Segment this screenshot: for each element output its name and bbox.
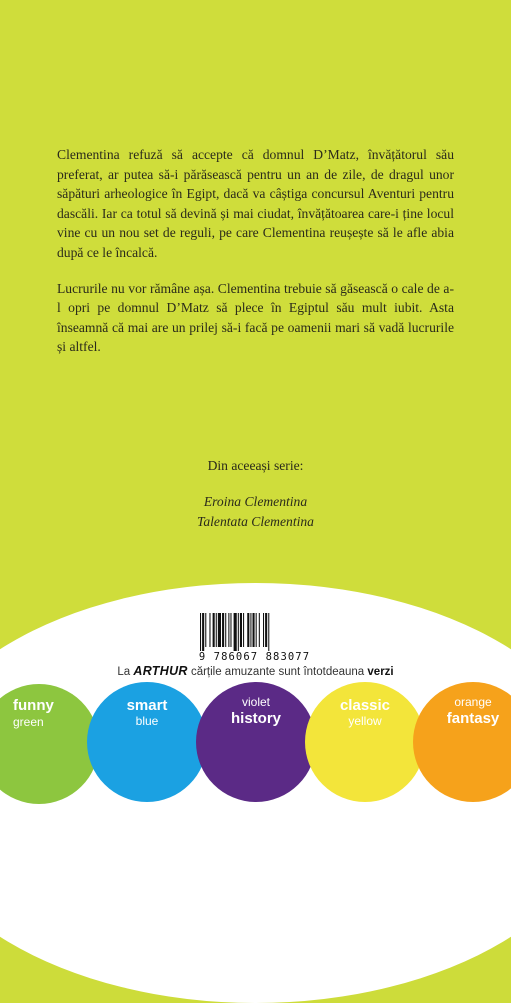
tagline-middle: cărțile amuzante sunt întotdeauna xyxy=(190,666,365,678)
barcode-bar xyxy=(209,613,210,647)
barcode-bar xyxy=(205,613,206,647)
barcode-bars xyxy=(192,611,317,651)
category-circle-classic-yellow xyxy=(305,682,425,802)
barcode-bar xyxy=(222,613,224,647)
barcode-bar xyxy=(256,613,257,647)
barcode-bar xyxy=(240,613,242,647)
series-title: Talentata Clementina xyxy=(197,513,314,529)
barcode-bar xyxy=(263,613,264,647)
category-line1: orange xyxy=(454,695,492,709)
category-circle-smart-blue xyxy=(87,682,207,802)
barcode-bar xyxy=(225,613,226,647)
isbn-barcode xyxy=(192,611,317,663)
barcode-bar xyxy=(253,613,255,647)
category-line1: smart xyxy=(126,697,168,714)
category-line2: yellow xyxy=(348,714,382,728)
barcode-bar xyxy=(213,613,215,647)
category-line1: funny xyxy=(13,697,54,714)
barcode-bar xyxy=(250,613,251,647)
publisher-tagline xyxy=(0,664,511,678)
series-title: Eroina Clementina xyxy=(203,494,308,509)
category-line1: classic xyxy=(339,697,391,714)
series-heading: Din aceeași serie: xyxy=(207,458,304,473)
category-line2: fantasy xyxy=(446,710,500,727)
barcode-bar xyxy=(200,613,201,651)
book-description xyxy=(57,145,454,373)
barcode-bar xyxy=(202,613,204,651)
tagline-emphasis: verzi xyxy=(367,666,394,678)
category-line2: blue xyxy=(135,714,159,728)
category-line1: violet xyxy=(241,695,270,709)
barcode-bar xyxy=(228,613,229,647)
barcode-bar xyxy=(259,613,260,647)
barcode-bar xyxy=(247,613,249,647)
barcode-bar xyxy=(238,613,239,651)
barcode-digits: 9 786067 883077 xyxy=(192,651,317,663)
publisher-logo-text: ARTHUR xyxy=(133,664,188,678)
description-paragraph-2: Lucrurile nu vor rămâne așa. Clementina trebuie să găsească o cale de a-l opri pe domnul D’Matz să plece în Egiptul său mult iubit. Asta înseamnă că mai are un prilej să-i facă pe oamenii mari să vadă lucrurile și altfel. xyxy=(57,280,454,355)
series-list xyxy=(0,492,511,531)
tagline-prefix: La xyxy=(117,666,131,678)
barcode-bar xyxy=(268,613,269,651)
category-circle-violet-history xyxy=(196,682,316,802)
barcode-bar xyxy=(265,613,267,647)
barcode-bar xyxy=(234,613,237,651)
barcode-bar xyxy=(230,613,231,647)
category-line2: history xyxy=(230,710,281,727)
description-paragraph-1: Clementina refuză să accepte că domnul D’Matz, învățătorul său preferat, ar putea să-i părăsească pentru un an de zile, de dragul unor săpături arheologice în Egipt, dacă va câștiga concursul Aventuri pentru dascăli. Iar ca totul să devină și mai ciudat, învățătoarea care-i ține locul vine cu un nou set de reguli, pe care Clementina reușește să le afle abia după ce le încalcă. xyxy=(57,147,454,260)
barcode-bar xyxy=(243,613,244,647)
category-line2: green xyxy=(13,715,44,729)
barcode-bar xyxy=(216,613,217,647)
barcode-bar xyxy=(218,613,221,647)
